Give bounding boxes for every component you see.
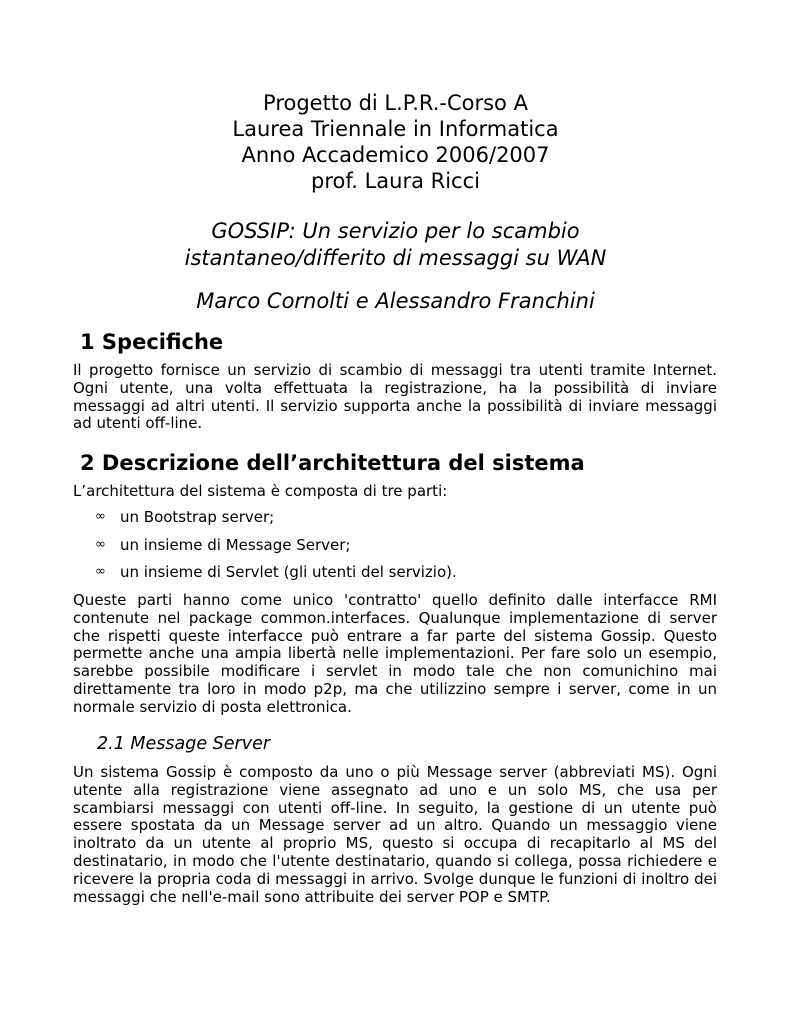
architecture-parts-list <box>95 507 457 590</box>
section-2-paragraph: Queste parti hanno come unico 'contratto' quello definito dalle interfacce RMI contenute nel package common.interfaces. Qualunque implementazione di server che rispetti queste interfacce può entrare a far parte del sistema Gossip. Questo permette anche una ampia libertà nelle implementazioni. Per fare solo un esempio, sarebbe possibile modificare i servlet in modo tale che non comunichino mai direttamente tra loro in modo p2p, ma che utilizzino sempre i server, come in un normale servizio di posta elettronica. <box>73 591 717 716</box>
infinity-bullet-icon: ∞ <box>95 536 106 552</box>
course-title: Progetto di L.P.R.-Corso A <box>263 91 528 115</box>
document-header <box>0 90 791 194</box>
infinity-bullet-icon: ∞ <box>95 564 106 579</box>
section-1-paragraph: Il progetto fornisce un servizio di scambio di messaggi tra utenti tramite Internet. Ogni utente, una volta effettuata la registrazione, ha la possibilità di inviare messaggi ad altri utenti. Il servizio supporta anche la possibilità di inviare messaggi ad utenti off-line. <box>73 361 717 433</box>
authors: Marco Cornolti e Alessandro Franchini <box>196 289 595 313</box>
section-2-heading: 2 Descrizione dell’architettura del sistema <box>80 451 585 475</box>
professor-name: prof. Laura Ricci <box>311 169 480 193</box>
section-2-1-paragraph: Un sistema Gossip è composto da uno o più Message server (abbreviati MS). Ogni utente alla registrazione viene assegnato ad uno e un solo MS, che usa per scambiarsi messaggi con utenti off-line. In seguito, la gestione di un utente può essere spostata da un Message server ad un altro. Quando un messaggio viene inoltrato da un utente al proprio MS, questo si occupa di recapitarlo al MS del destinatario, in modo che l'utente destinatario, quando si collega, possa richiedere e ricevere la propria coda di messaggi in arrivo. Svolge dunque le funzioni di inoltro dei messaggi che nell'e-mail sono attribuite dei server POP e SMTP. <box>73 763 717 906</box>
section-2-1-heading: 2.1 Message Server <box>97 734 271 754</box>
section-2-intro: L’architettura del sistema è composta di tre parti: <box>73 482 448 500</box>
list-item <box>95 562 457 590</box>
academic-year: Anno Accademico 2006/2007 <box>241 143 550 167</box>
list-item <box>95 535 457 563</box>
document-title <box>0 218 791 272</box>
degree-title: Laurea Triennale in Informatica <box>232 117 559 141</box>
document-title-line-2: istantaneo/differito di messaggi su WAN <box>184 246 607 270</box>
list-item <box>95 507 457 535</box>
list-item-text: un insieme di Servlet (gli utenti del servizio). <box>120 563 457 581</box>
list-item-text: un Bootstrap server; <box>120 508 275 526</box>
list-item-text: un insieme di Message Server; <box>120 535 351 554</box>
section-1-heading: 1 Specifiche <box>80 330 224 354</box>
document-title-line-1: GOSSIP: Un servizio per lo scambio <box>211 219 580 243</box>
infinity-bullet-icon: ∞ <box>95 509 106 524</box>
